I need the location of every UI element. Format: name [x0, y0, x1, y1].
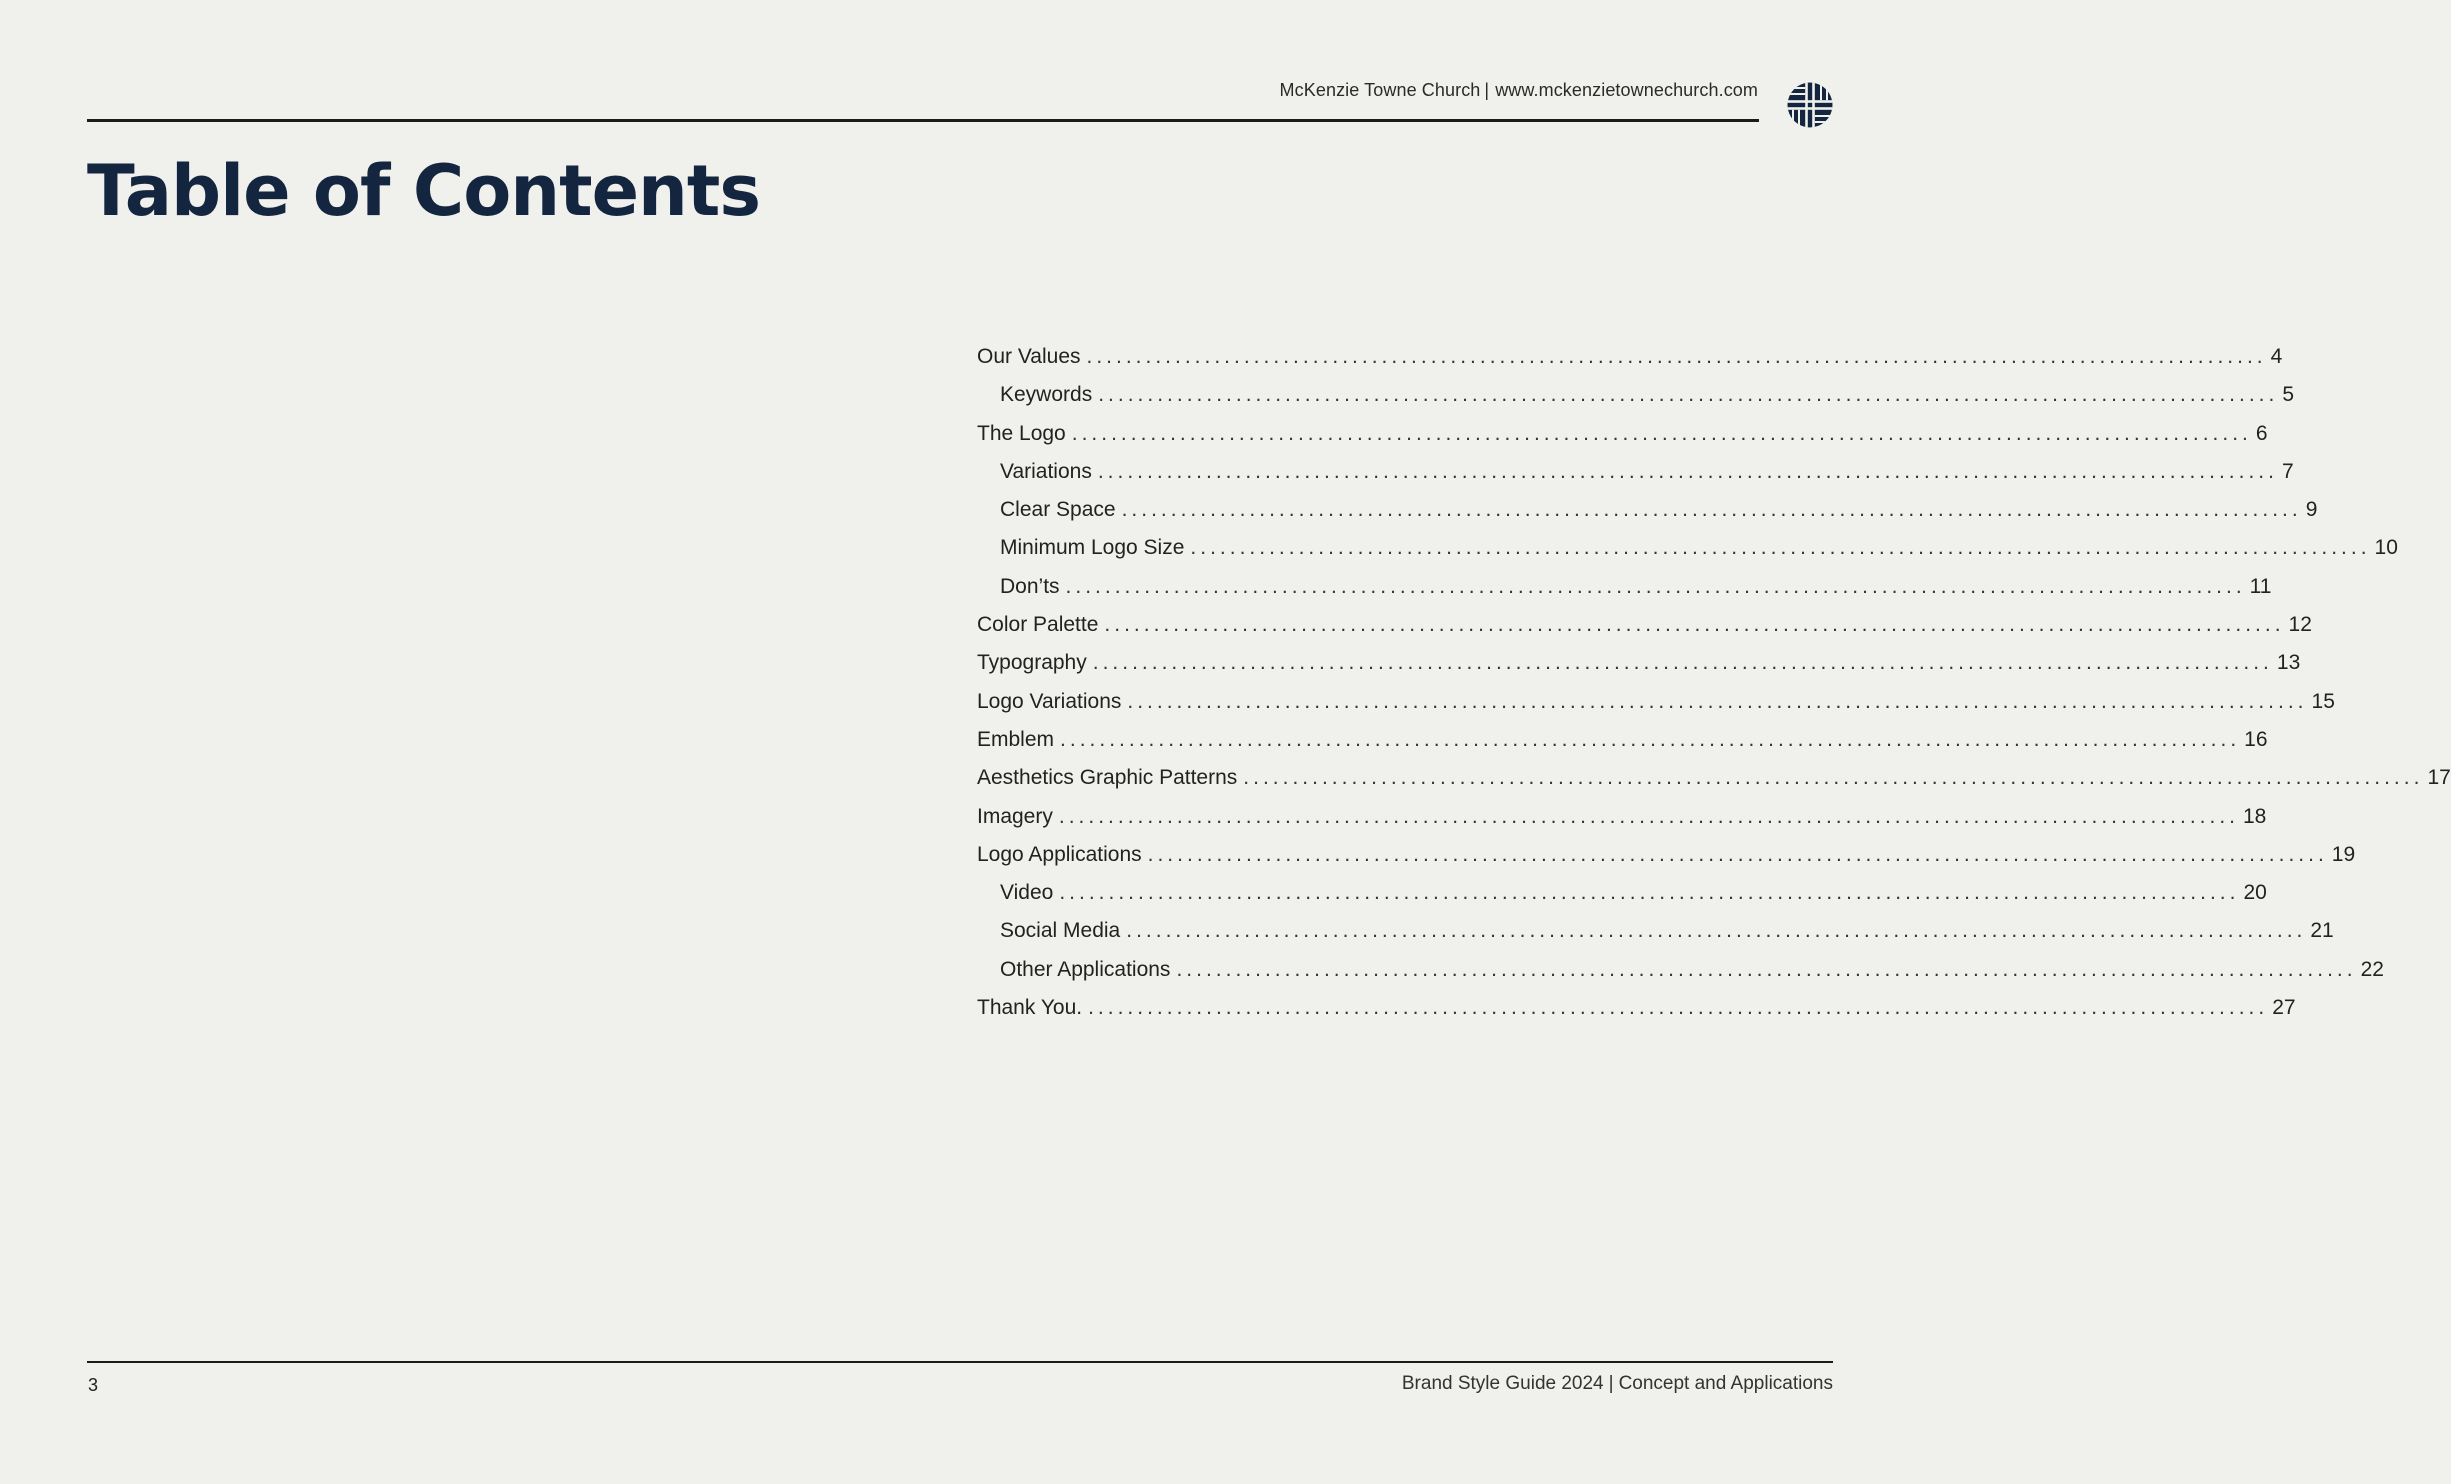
- toc-entry-page: 21: [2310, 919, 2334, 943]
- toc-entry-page: 19: [2331, 842, 2356, 866]
- toc-entry-label: Other Applications: [1000, 957, 1171, 981]
- header-text: [1280, 80, 1758, 101]
- toc-entry[interactable]: [977, 804, 2267, 843]
- toc-entry[interactable]: [977, 613, 2312, 651]
- footer-text: [1402, 1373, 1833, 1395]
- toc-entry[interactable]: [977, 689, 2335, 728]
- toc-dot-leader: ........................................................................................................................: [1176, 957, 2357, 981]
- toc-dot-leader: ........................................................................................................................: [1088, 996, 2269, 1020]
- toc-entry-label: Imagery: [977, 804, 1053, 828]
- toc-entry[interactable]: [977, 651, 2301, 689]
- toc-entry[interactable]: [977, 766, 2451, 804]
- toc-entry[interactable]: [977, 881, 2267, 919]
- toc-entry-page: 13: [2276, 651, 2301, 675]
- toc-entry-page: 5: [2282, 383, 2295, 407]
- footer-separator: |: [1608, 1373, 1614, 1394]
- toc-entry-page: 22: [2360, 957, 2384, 981]
- toc-entry-page: 27: [2272, 996, 2296, 1020]
- toc-entry[interactable]: [977, 383, 2295, 421]
- toc-entry-page: 18: [2243, 804, 2267, 828]
- toc-entry[interactable]: [977, 996, 2296, 1034]
- toc-entry-label: Social Media: [1000, 919, 1121, 943]
- toc-entry-page: 16: [2244, 727, 2268, 751]
- toc-dot-leader: ........................................................................................................................: [1126, 919, 2307, 943]
- toc-entry-label: Thank You.: [977, 996, 1083, 1020]
- footer-guide-title: Brand Style Guide 2024: [1401, 1373, 1604, 1394]
- toc-entry-label: Typography: [977, 651, 1087, 675]
- toc-entry-page: 20: [2243, 881, 2267, 905]
- footer-subtitle: Concept and Applications: [1618, 1373, 1833, 1394]
- toc-entry[interactable]: [977, 842, 2356, 881]
- footer-rule: [87, 1361, 1833, 1363]
- toc-entry-page: 4: [2270, 345, 2283, 368]
- toc-dot-leader: ........................................................................................................................: [1092, 651, 2273, 675]
- website-link[interactable]: www.mckenzietownechurch.com: [1495, 80, 1758, 100]
- toc-entry[interactable]: [977, 574, 2272, 613]
- toc-entry-page: 15: [2311, 689, 2335, 713]
- toc-entry-page: 6: [2255, 421, 2268, 445]
- toc-entry[interactable]: [977, 536, 2398, 574]
- toc-entry-page: 12: [2288, 613, 2312, 637]
- toc-entry-label: Logo Variations: [977, 689, 1122, 713]
- footer-page-number: 3: [88, 1375, 99, 1395]
- toc-entry-label: Video: [1000, 881, 1054, 905]
- toc-entry[interactable]: [977, 919, 2334, 957]
- toc-dot-leader: ........................................................................................................................: [1098, 383, 2279, 407]
- org-name: McKenzie Towne Church: [1279, 80, 1481, 100]
- toc-entry-page: 17: [2427, 766, 2451, 790]
- toc-dot-leader: ........................................................................................................................: [1065, 574, 2246, 598]
- toc-dot-leader: ........................................................................................................................: [1121, 498, 2302, 522]
- toc-dot-leader: ........................................................................................................................: [1071, 421, 2252, 445]
- toc-entry-label: Minimum Logo Size: [1000, 536, 1185, 560]
- toc-dot-leader: ........................................................................................................................: [1243, 766, 2424, 790]
- toc-entry-label: The Logo: [977, 421, 1066, 445]
- toc-entry-label: Keywords: [1000, 383, 1093, 407]
- toc-entry-label: Clear Space: [1000, 498, 1116, 522]
- toc-entry-page: 11: [2249, 574, 2272, 598]
- toc-entry[interactable]: [977, 459, 2294, 498]
- toc-entry[interactable]: [977, 421, 2268, 460]
- toc-entry[interactable]: [977, 957, 2384, 996]
- header-separator: |: [1484, 80, 1490, 100]
- toc-dot-leader: ........................................................................................................................: [1127, 689, 2308, 713]
- toc-entry-label: Variations: [1000, 459, 1092, 483]
- toc-entry-label: Don’ts: [1000, 574, 1060, 598]
- toc-entry-label: Emblem: [977, 727, 1055, 751]
- toc-dot-leader: ........................................................................................................................: [1086, 345, 2267, 368]
- toc-entry-label: Our Values: [977, 345, 1081, 368]
- toc-dot-leader: ........................................................................................................................: [1059, 881, 2240, 905]
- toc-dot-leader: ........................................................................................................................: [1104, 613, 2285, 637]
- toc-dot-leader: ........................................................................................................................: [1097, 459, 2278, 483]
- toc-dot-leader: ........................................................................................................................: [1058, 804, 2239, 828]
- toc-entry-label: Aesthetics Graphic Patterns: [977, 766, 1238, 790]
- toc-entry[interactable]: [977, 345, 2283, 383]
- table-of-contents: [977, 345, 2451, 1034]
- toc-entry-page: 7: [2281, 459, 2294, 483]
- toc-entry-label: Color Palette: [977, 613, 1099, 637]
- church-cross-emblem-icon: [1787, 82, 1833, 128]
- page-title: Table of Contents: [87, 150, 761, 232]
- toc-entry[interactable]: [977, 727, 2268, 766]
- toc-dot-leader: ........................................................................................................................: [1060, 727, 2241, 751]
- toc-entry-label: Logo Applications: [977, 842, 1142, 866]
- toc-entry-page: 9: [2305, 498, 2318, 522]
- toc-entry[interactable]: [977, 498, 2318, 536]
- toc-entry-page: 10: [2374, 536, 2398, 560]
- toc-dot-leader: ........................................................................................................................: [1147, 842, 2328, 866]
- toc-dot-leader: ........................................................................................................................: [1190, 536, 2371, 560]
- header-rule: [87, 119, 1759, 122]
